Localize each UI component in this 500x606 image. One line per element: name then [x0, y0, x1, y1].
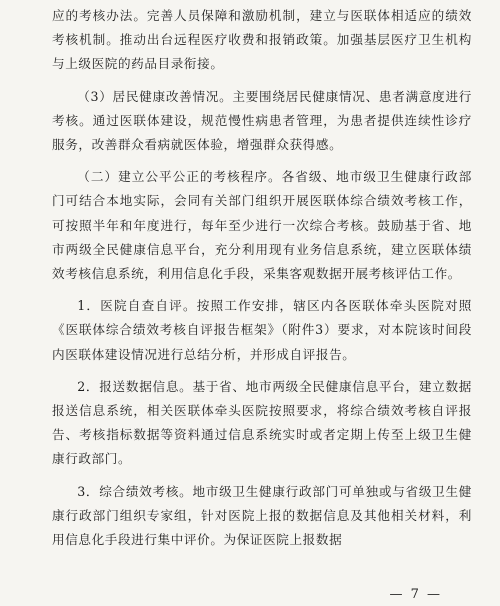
- paragraph-4: 1．医院自查自评。按照工作安排，辖区内各医联体牵头医院对照《医联体综合绩效考核自评报告框架》（附件3）要求，对本院该时间段内医联体建设情况进行总结分析，并形成自评报告。: [52, 298, 472, 362]
- paragraph-2: （3）居民健康改善情况。主要围绕居民健康情况、患者满意度进行考核。通过医联体建设，规范慢性病患者管理，为患者提供连续性诊疗服务，改善群众看病就医体验，增强群众获得感。: [52, 88, 472, 153]
- paragraph-6: 3．综合绩效考核。地市级卫生健康行政部门可单独或与省级卫生健康行政部门组织专家组，针对医院上报的数据信息及其他相关材料，利用信息化手段进行集中评价。为保证医院上报数据: [52, 483, 472, 548]
- page-number: — 7 —: [389, 587, 442, 602]
- paragraph-1: 应的考核办法。完善人员保障和激励机制，建立与医联体相适应的绩效考核机制。推动出台远程医疗收费和报销政策。加强基层医疗卫生机构与上级医院的药品目录衔接。: [52, 8, 472, 72]
- paragraph-5: 2．报送数据信息。基于省、地市两级全民健康信息平台，建立数据报送信息系统，相关医联体牵头医院按照要求，将综合绩效考核自评报告、考核指标数据等资料通过信息系统实时或者定期上传至上级卫生健康行政部门。: [52, 378, 472, 467]
- paragraph-3: （二）建立公平公正的考核程序。各省级、地市级卫生健康行政部门可结合本地实际，会同有关部门组织开展医联体综合绩效考核工作，可按照半年和年度进行，每年至少进行一次综合考核。鼓励基于省、地市两级全民健康信息平台，充分利用现有业务信息系统，建立医联体绩效考核信息系统，利用信息化手段，采集客观数据开展考核评估工作。: [52, 169, 472, 282]
